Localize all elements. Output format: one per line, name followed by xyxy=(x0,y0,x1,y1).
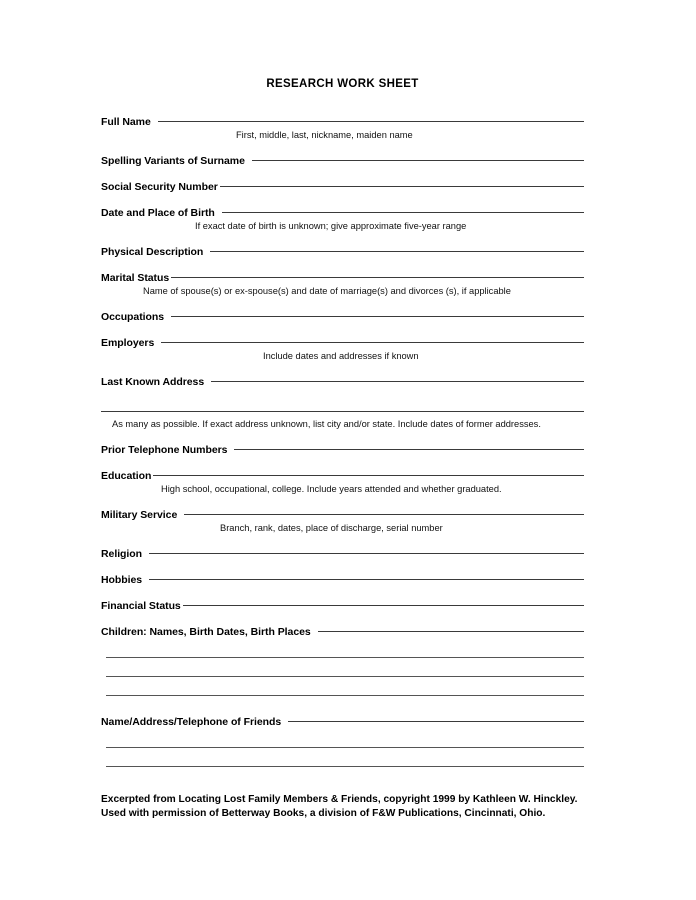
field-label-financial-status: Financial Status xyxy=(101,600,181,612)
field-row-ssn xyxy=(101,181,584,194)
field-input-spelling-variants[interactable] xyxy=(252,160,584,161)
field-input-employers[interactable] xyxy=(161,342,584,343)
field-row-children xyxy=(101,626,584,639)
field-input-ssn[interactable] xyxy=(220,186,584,187)
field-input-friends[interactable] xyxy=(288,721,584,722)
field-row-military-service xyxy=(101,509,584,522)
field-row-birth xyxy=(101,207,584,220)
field-hint-birth: If exact date of birth is unknown; give approximate five-year range xyxy=(195,221,467,231)
field-row-occupations xyxy=(101,311,584,324)
field-input-hobbies[interactable] xyxy=(149,579,584,580)
field-hint-marital-status: Name of spouse(s) or ex-spouse(s) and date of marriage(s) and divorces (s), if applicable xyxy=(143,286,511,296)
field-input-children[interactable] xyxy=(318,631,584,632)
field-row-spelling-variants xyxy=(101,155,584,168)
field-label-religion: Religion xyxy=(101,548,143,560)
field-row-full-name xyxy=(101,116,584,129)
field-label-hobbies: Hobbies xyxy=(101,574,143,586)
field-input-marital-status[interactable] xyxy=(171,277,584,278)
field-row-religion xyxy=(101,548,584,561)
field-label-full-name: Full Name xyxy=(101,116,151,128)
field-row-education xyxy=(101,470,584,483)
field-input-occupations[interactable] xyxy=(171,316,584,317)
footer-credit: Excerpted from Locating Lost Family Members & Friends, copyright 1999 by Kathleen W. Hinckley. Used with permission of Betterway Books, a division of F&W Publications, Cincinnati, Ohio. xyxy=(101,794,578,819)
field-label-prior-telephone: Prior Telephone Numbers xyxy=(101,444,228,456)
field-hint-employers: Include dates and addresses if known xyxy=(263,351,419,361)
field-input-military-service[interactable] xyxy=(184,514,584,515)
field-label-physical-description: Physical Description xyxy=(101,246,204,258)
field-input-last-known-address[interactable] xyxy=(211,381,584,382)
field-hint-full-name: First, middle, last, nickname, maiden name xyxy=(236,130,413,140)
field-row-last-known-address xyxy=(101,376,584,389)
field-input-education[interactable] xyxy=(153,475,584,476)
field-label-military-service: Military Service xyxy=(101,509,178,521)
field-label-marital-status: Marital Status xyxy=(101,272,170,284)
field-row-employers xyxy=(101,337,584,350)
field-hint-education: High school, occupational, college. Include years attended and whether graduated. xyxy=(161,484,502,494)
field-input-friends-line-3[interactable] xyxy=(106,766,584,767)
field-label-friends: Name/Address/Telephone of Friends xyxy=(101,716,282,728)
field-row-prior-telephone xyxy=(101,444,584,457)
field-hint-last-known-address: As many as possible. If exact address unknown, list city and/or state. Include dates of former addresses. xyxy=(112,419,541,429)
field-row-financial-status xyxy=(101,600,584,613)
field-label-birth: Date and Place of Birth xyxy=(101,207,215,219)
field-label-spelling-variants: Spelling Variants of Surname xyxy=(101,155,245,167)
field-label-occupations: Occupations xyxy=(101,311,165,323)
field-input-full-name[interactable] xyxy=(158,121,584,122)
field-row-friends xyxy=(101,716,584,729)
field-label-ssn: Social Security Number xyxy=(101,181,218,193)
field-input-financial-status[interactable] xyxy=(183,605,584,606)
worksheet-body xyxy=(101,0,584,820)
field-row-physical-description xyxy=(101,246,584,259)
field-row-marital-status xyxy=(101,272,584,285)
field-row-hobbies xyxy=(101,574,584,587)
page-title: RESEARCH WORK SHEET xyxy=(266,78,419,90)
field-input-religion[interactable] xyxy=(149,553,584,554)
field-label-last-known-address: Last Known Address xyxy=(101,376,205,388)
field-input-prior-telephone[interactable] xyxy=(234,449,584,450)
field-label-education: Education xyxy=(101,470,152,482)
field-input-physical-description[interactable] xyxy=(210,251,584,252)
field-label-children: Children: Names, Birth Dates, Birth Places xyxy=(101,626,311,638)
field-hint-military-service: Branch, rank, dates, place of discharge, serial number xyxy=(220,523,443,533)
field-input-birth[interactable] xyxy=(222,212,584,213)
field-label-employers: Employers xyxy=(101,337,155,349)
